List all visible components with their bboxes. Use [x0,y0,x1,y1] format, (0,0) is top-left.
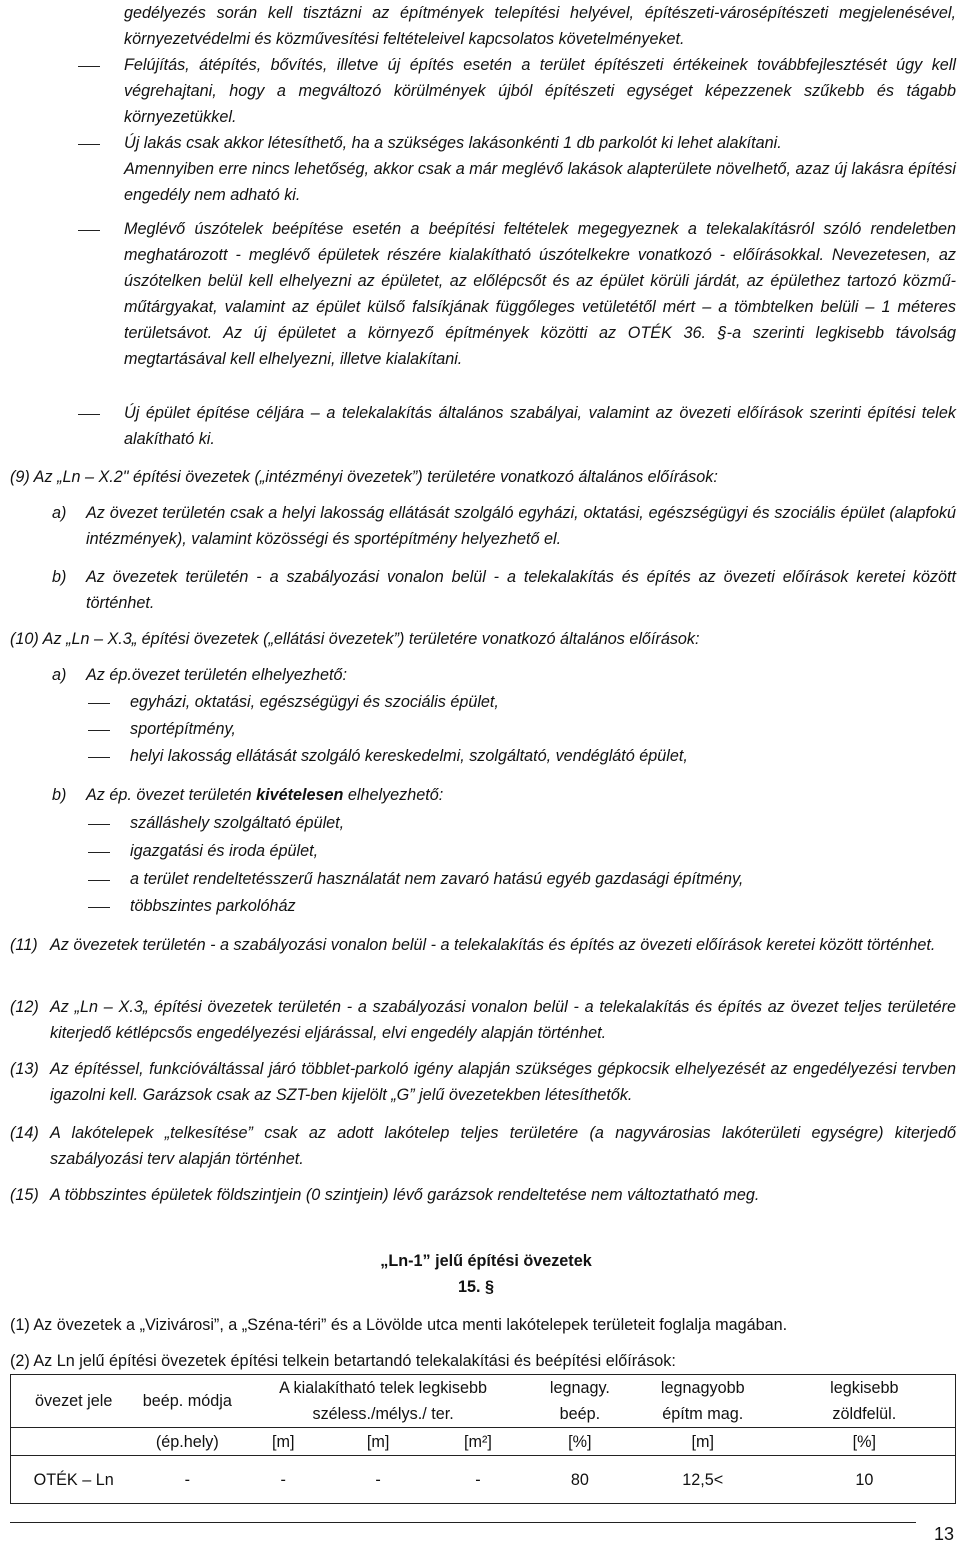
section-11-text: Az övezetek területén - a szabályozási vonalon belül - a telekalakítás és építés az övezeti előírások keretei között történhet. [50,936,936,954]
dash-bullet [78,144,100,145]
section-13-num: (13) [10,1060,39,1078]
s10-a-text: Az ép.övezet területén elhelyezhető: [86,666,347,684]
dash-bullet [88,703,110,704]
td-unit: [m] [632,1428,774,1456]
th-max-height [632,1375,774,1428]
s10-a-item: sportépítmény, [130,720,236,738]
section-paragraph-number: 15. § [457,1278,494,1296]
dash-bullet [88,852,110,853]
th-max-coverage-l2: beép. [559,1405,601,1423]
parameter-table [10,1374,956,1504]
td-row-value: 80 [528,1456,632,1504]
s10-b-text-post: elhelyezhető: [343,786,444,804]
dash-bullet [88,907,110,908]
section-9-heading: (9) Az „Ln – X.2" építési övezetek („intézményi övezetek”) területére vonatkozó általános előírások: [10,468,718,486]
bullet-item-3: Meglévő úszótelek beépítése esetén a beépítési feltételek megegyeznek a telekalakításról szóló rendeletben meghatározott - meglévő épületek részére kialakítható úszótelkekre vonatkozó - előírásokkal. Nevezetesen, az úszótelken belül kell elhelyezni az épületet, az előlépcsőt és az épület körüli járdát, az épülethez tartozó közmű-műtárgyakat, valamint az épület külső falsíkjának függőleges vetületétől mért – a tömbtelken belüli – 1 méteres területsávot. Az új épületet a környező építmények közötti az OTÉK 36. §-a szerinti legkisebb távolság megtartásával kell elhelyezni, illetve kialakítani. [124,220,956,368]
s10-b-item: többszintes parkolóház [130,897,296,915]
zone-point-2: (2) Az Ln jelű építési övezetek építési telkein betartandó telekalakítási és beépítési előírások: [10,1352,676,1370]
th-max-coverage-l1: legnagy. [549,1379,610,1397]
dash-bullet [88,757,110,758]
s10-b-text [86,782,443,808]
s9-b-letter: b) [52,568,67,586]
dash-bullet [88,730,110,731]
s10-b-text-bold: kivételesen [256,786,344,804]
td-unit: (ép.hely) [136,1428,238,1456]
s10-b-text-pre: Az ép. övezet területén [86,786,257,804]
zone-point-1: (1) Az övezetek a „Vizivárosi”, a „Széna-téri” és a Lövölde utca menti lakótelepek területeit foglalja magában. [10,1316,788,1334]
bullet-item-2-cont: Amennyiben erre nincs lehetőség, akkor csak a már meglévő lakások alapterülete növelhető, azaz új lakásra építési engedély nem adható ki. [124,160,956,204]
s10-a-item: helyi lakosság ellátását szolgáló kereskedelmi, szolgáltató, vendéglátó épület, [130,747,688,765]
dash-bullet [78,230,100,231]
th-lot-min: A kialakítható telek legkisebb széless./mélys./ ter. [238,1375,528,1428]
section-12-text: Az „Ln – X.3„ építési övezetek területén - a szabályozási vonalon belül - a telekalakítás és építés az övezet teljes területére kiterjedő kétlépcsős engedélyezési eljárással, elvi engedély alapján történhet. [50,998,956,1042]
section-10-heading: (10) Az „Ln – X.3„ építési övezetek („ellátási övezetek”) területére vonatkozó általános előírások: [10,630,700,648]
td-row-value: 10 [774,1456,956,1504]
s10-b-item: szálláshely szolgáltató épület, [130,814,345,832]
th-max-height-l2: építm mag. [662,1405,744,1423]
section-12-num: (12) [10,998,39,1016]
th-min-green [774,1375,956,1428]
bullet-item-1: Felújítás, átépítés, bővítés, illetve új építés esetén a terület építészeti értékeinek továbbfejlesztését úgy kell végrehajtani, hogy a megváltozó körülmények újból építészeti egységet képezzenek szűkebb és tágabb környezetükkel. [124,56,956,126]
continued-text: gedélyezés során kell tisztázni az építmények telepítési helyével, építészeti-városépítészeti megjelenésével, környezetvédelmi és közművesítési feltételeivel kapcsolatos követelményeket. [124,4,956,48]
s10-b-item: a terület rendeltetésszerű használatát nem zavaró hatású egyéb gazdasági építmény, [130,870,744,888]
td-row-value: - [136,1456,238,1504]
dash-bullet [78,66,100,67]
th-max-coverage [528,1375,632,1428]
s9-a-letter: a) [52,504,67,522]
s9-a-text: Az övezet területén csak a helyi lakosság ellátását szolgáló egyházi, oktatási, egészségügyi és szociális épület (alapfokú intézmények), valamint közösségi és sportépítmény helyezhető el. [86,504,956,548]
continued-paragraph [124,0,956,52]
td-unit: [m] [328,1428,428,1456]
s10-a-letter: a) [52,666,67,684]
section-11-num: (11) [10,936,38,954]
th-zone-code: övezet jele [11,1375,137,1428]
dash-bullet [88,824,110,825]
td-unit: [%] [528,1428,632,1456]
footer-rule [10,1522,916,1523]
s9-b-text: Az övezetek területén - a szabályozási vonalon belül - a telekalakítás és építés az övezeti előírások keretei között történhet. [86,568,956,612]
dash-bullet [78,414,100,415]
dash-bullet [88,880,110,881]
s10-b-letter: b) [52,786,67,804]
section-15-num: (15) [10,1186,39,1204]
bullet-item-4: Új épület építése céljára – a telekalakítás általános szabályai, valamint az övezeti előírások szerinti építési telek alakítható ki. [124,404,956,448]
section-15-text: A többszintes épületek földszintjein (0 szintjein) lévő garázsok rendeltetése nem változtatható meg. [50,1186,760,1204]
td-row-value: - [328,1456,428,1504]
th-min-green-l1: legkisebb [830,1379,899,1397]
td-row-value: 12,5< [632,1456,774,1504]
section-13-text: Az építéssel, funkcióváltással járó többlet-parkoló igény alapján szükséges gépkocsik elhelyezését az engedélyezési tervben igazolni kell. Garázsok csak az SZT-ben kijelölt „G” jelű övezetekben létesíthetők. [50,1060,956,1104]
page-number: 13 [933,1524,954,1544]
th-max-height-l1: legnagyobb [660,1379,745,1397]
th-build-mode: beép. módja [136,1375,238,1428]
th-min-green-l2: zöldfelül. [832,1405,897,1423]
s10-b-item: igazgatási és iroda épület, [130,842,319,860]
section-14-text: A lakótelepek „telkesítése” csak az adott lakótelep teljes területére (a nagyvárosias lakóterületi egységre) kiterjedő szabályozási terv alapján történhet. [50,1124,956,1168]
td-row-value: - [238,1456,328,1504]
td-unit: [%] [774,1428,956,1456]
td-row-value: OTÉK – Ln [11,1456,137,1504]
td-unit: [m] [238,1428,328,1456]
zone-heading: „Ln-1” jelű építési övezetek [380,1252,592,1270]
bullet-item-2: Új lakás csak akkor létesíthető, ha a szükséges lakásonkénti 1 db parkolót ki lehet alakítani. [124,134,782,152]
s10-a-item: egyházi, oktatási, egészségügyi és szociális épület, [130,693,499,711]
section-14-num: (14) [10,1124,39,1142]
td-row-value: - [428,1456,528,1504]
td-unit: [m²] [428,1428,528,1456]
td-unit-empty [11,1428,137,1456]
